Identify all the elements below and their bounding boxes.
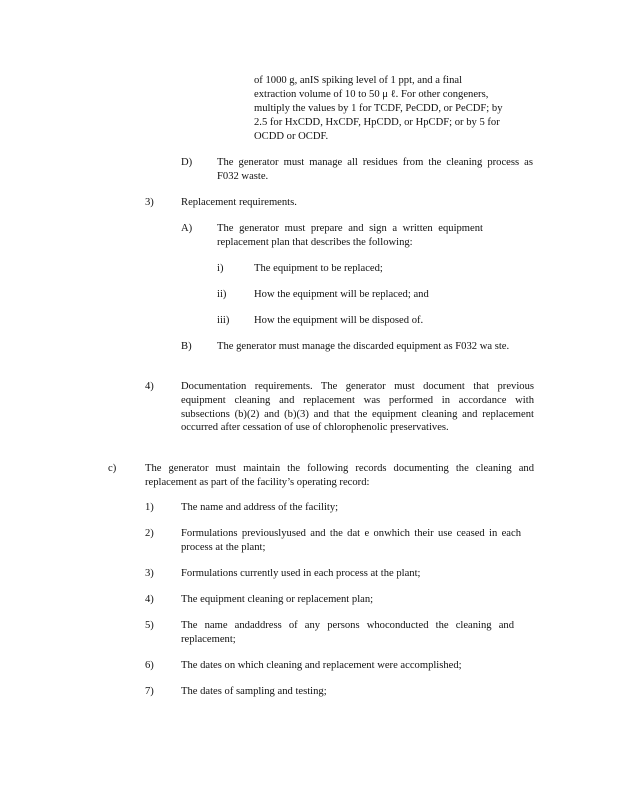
record-label-3: 3) bbox=[145, 568, 154, 579]
intro-line: 2.5 for HxCDD, HxCDF, HpCDD, or HpCDF; or by 5 for bbox=[254, 117, 500, 128]
item-4-text: Documentation requirements. The generator must document that previous equipment cleaning and replacement was performed in accordance with subsections (b)(2) and (b)(3) and that the equipment cleaning and replacement occurred after cessation of use of chlorophenolic preservatives. bbox=[181, 381, 534, 434]
list-label-ii: ii) bbox=[217, 289, 227, 300]
record-label-6: 6) bbox=[145, 660, 154, 671]
item-D-text: The generator must manage all residues from the cleaning process as F032 waste. bbox=[217, 157, 533, 182]
record-item-1: The name and address of the facility; bbox=[181, 502, 339, 513]
list-label-i: i) bbox=[217, 263, 224, 274]
item-label-D: D) bbox=[181, 157, 193, 168]
item-A-text: The generator must prepare and sign a written equipment replacement plan that describes the following: bbox=[217, 223, 483, 248]
list-item-ii: How the equipment will be replaced; and bbox=[254, 289, 429, 300]
item-label-B: B) bbox=[181, 341, 192, 352]
item-B-text: The generator must manage the discarded equipment as F032 wa ste. bbox=[217, 341, 510, 352]
item-label-c: c) bbox=[108, 463, 117, 474]
record-item-4: The equipment cleaning or replacement plan; bbox=[181, 594, 374, 605]
record-label-2: 2) bbox=[145, 528, 154, 539]
record-item-2: Formulations previouslyused and the dat e onwhich their use ceased in each process at the plant; bbox=[181, 528, 521, 553]
record-label-5: 5) bbox=[145, 620, 154, 631]
record-item-5: The name andaddress of any persons whoconducted the cleaning and replacement; bbox=[181, 620, 514, 645]
list-item-i: The equipment to be replaced; bbox=[254, 263, 383, 274]
record-item-6: The dates on which cleaning and replacement were accomplished; bbox=[181, 660, 462, 671]
item-label-3: 3) bbox=[145, 197, 154, 208]
list-label-iii: iii) bbox=[217, 315, 230, 326]
intro-line: of 1000 g, anIS spiking level of 1 ppt, and a final bbox=[254, 75, 463, 86]
record-item-3: Formulations currently used in each process at the plant; bbox=[181, 568, 421, 579]
item-3-heading: Replacement requirements. bbox=[181, 197, 297, 208]
record-label-1: 1) bbox=[145, 502, 154, 513]
intro-line: extraction volume of 10 to 50 μ ℓ. For other congeners, bbox=[254, 89, 489, 100]
record-item-7: The dates of sampling and testing; bbox=[181, 686, 327, 697]
item-label-A: A) bbox=[181, 223, 193, 234]
list-item-iii: How the equipment will be disposed of. bbox=[254, 315, 424, 326]
item-c-text: The generator must maintain the following records documenting the cleaning and replacement as part of the facility’s operating record: bbox=[145, 463, 534, 488]
item-label-4: 4) bbox=[145, 381, 154, 392]
intro-line: multiply the values by 1 for TCDF, PeCDD, or PeCDF; by bbox=[254, 103, 503, 114]
intro-line: OCDD or OCDF. bbox=[254, 131, 329, 142]
record-label-4: 4) bbox=[145, 594, 154, 605]
record-label-7: 7) bbox=[145, 686, 154, 697]
